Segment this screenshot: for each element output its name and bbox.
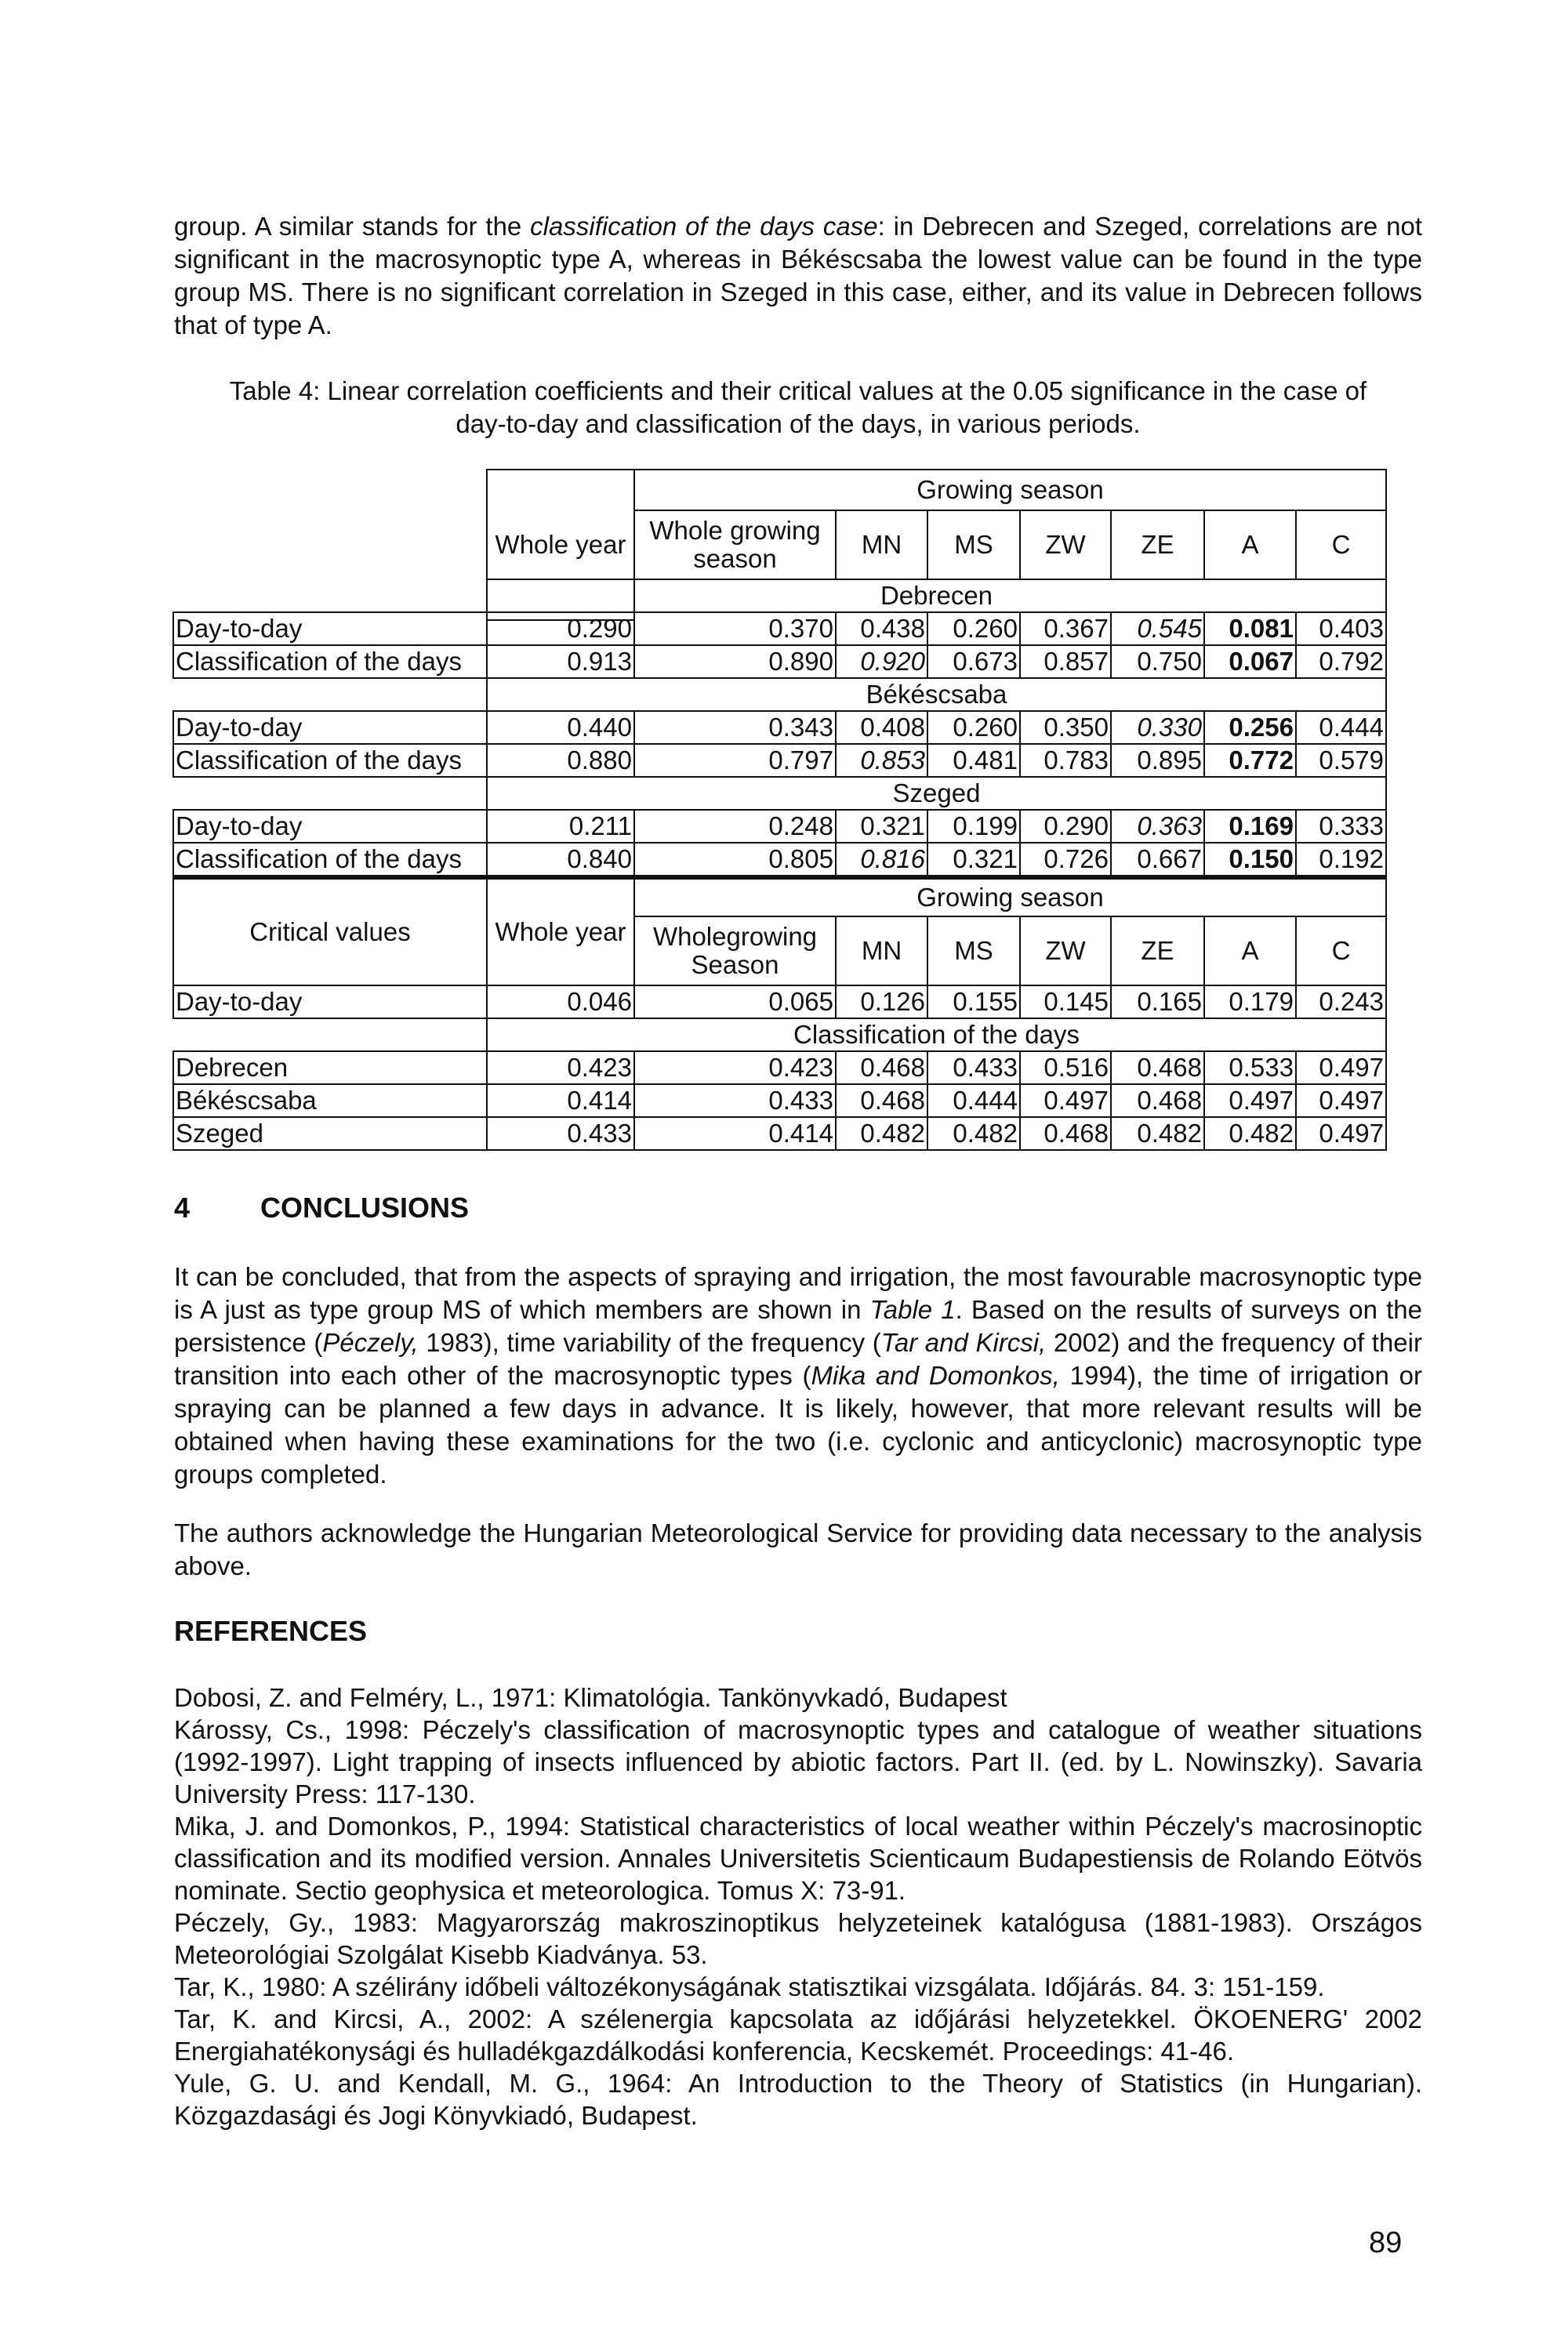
critical-whole-growing-season: Wholegrowing Season: [633, 916, 837, 986]
value-cell: 0.497: [1295, 1050, 1387, 1085]
value-cell: 0.414: [633, 1116, 837, 1151]
value-cell: 0.290: [1019, 809, 1112, 843]
value-cell: 0.256: [1203, 710, 1297, 745]
value-cell: 0.046: [486, 985, 635, 1019]
critical-type-c: C: [1295, 916, 1387, 986]
value-cell: 0.533: [1203, 1050, 1297, 1085]
citation-italic: Mika and Domonkos,: [811, 1361, 1060, 1390]
header-type-c: C: [1295, 510, 1387, 580]
citation-italic: Table 1: [869, 1295, 956, 1324]
classification-header: Classification of the days: [486, 1018, 1387, 1052]
acknowledgement-paragraph: The authors acknowledge the Hungarian Meteorological Service for providing data necessary to the analysis above.: [174, 1518, 1422, 1580]
row-label: Day-to-day: [172, 611, 488, 646]
page-number: 89: [1369, 2226, 1403, 2259]
value-cell: 0.497: [1295, 1083, 1387, 1118]
value-cell: 0.169: [1203, 809, 1297, 843]
value-cell: 0.165: [1110, 985, 1205, 1019]
reference-item: Tar, K. and Kircsi, A., 2002: A szélenergia kapcsolata az időjárási helyzetekkel. ÖKOENERG' 2002 Energiahatékonysági és hulladékgazdálkodási konferencia, Kecskemét. Proceedings: 41-46.: [174, 2004, 1422, 2066]
conclusions-paragraph: [174, 1261, 1422, 1491]
value-cell: 0.853: [835, 743, 928, 778]
value-cell: 0.290: [486, 611, 635, 646]
conclusion-text: . Based on the results of surveys on the persistence (: [174, 1295, 1423, 1357]
value-cell: 0.433: [633, 1083, 837, 1118]
header-type-ze: ZE: [1110, 510, 1205, 580]
row-label: Classification of the days: [172, 644, 488, 679]
value-cell: 0.067: [1203, 644, 1297, 679]
value-cell: 0.667: [1110, 842, 1205, 876]
header-whole-growing-season: Whole growing season: [633, 510, 837, 580]
conclusion-text: 2002) and the frequency of their transition into each other of the macrosynoptic types (: [174, 1328, 1422, 1390]
value-cell: 0.772: [1203, 743, 1297, 778]
value-cell: 0.408: [835, 710, 928, 745]
critical-values-title: Critical values: [172, 875, 488, 986]
value-cell: 0.211: [486, 809, 635, 843]
value-cell: 0.516: [1019, 1050, 1112, 1085]
value-cell: 0.363: [1110, 809, 1205, 843]
value-cell: 0.433: [486, 1116, 635, 1151]
section-number: 4: [174, 1192, 191, 1224]
critical-type-ze: ZE: [1110, 916, 1205, 986]
value-cell: 0.792: [1295, 644, 1387, 679]
value-cell: 0.468: [835, 1083, 928, 1118]
station-header: Szeged: [486, 776, 1387, 811]
value-cell: 0.468: [1019, 1116, 1112, 1151]
station-header: Debrecen: [486, 579, 1387, 613]
value-cell: 0.260: [927, 611, 1021, 646]
reference-item: Péczely, Gy., 1983: Magyarország makroszinoptikus helyzeteinek katalógusa (1881-1983). Országos Meteorológiai Szolgálat Kisebb Kiadványa. 53.: [174, 1908, 1422, 1969]
value-cell: 0.497: [1295, 1116, 1387, 1151]
header-type-ms: MS: [927, 510, 1021, 580]
value-cell: 0.913: [486, 644, 635, 679]
critical-growing-season: Growing season: [633, 875, 1387, 917]
value-cell: 0.840: [486, 842, 635, 876]
references-list: [174, 1682, 1422, 2131]
reference-item: Yule, G. U. and Kendall, M. G., 1964: An Introduction to the Theory of Statistics (in Hungarian). Közgazdasági és Jogi Könyvkiadó, Budapest.: [174, 2069, 1422, 2130]
value-cell: 0.333: [1295, 809, 1387, 843]
intro-text-1: group. A similar stands for the: [174, 212, 531, 241]
critical-type-zw: ZW: [1019, 916, 1112, 986]
value-cell: 0.343: [633, 710, 837, 745]
value-cell: 0.673: [927, 644, 1021, 679]
value-cell: 0.179: [1203, 985, 1297, 1019]
value-cell: 0.145: [1019, 985, 1112, 1019]
caption-line-2: day-to-day and classification of the days, in various periods.: [456, 409, 1141, 438]
value-cell: 0.403: [1295, 611, 1387, 646]
critical-type-ms: MS: [927, 916, 1021, 986]
header-type-a: A: [1203, 510, 1297, 580]
table-caption: [174, 375, 1422, 441]
section-title: CONCLUSIONS: [260, 1192, 470, 1224]
value-cell: 0.895: [1110, 743, 1205, 778]
value-cell: 0.370: [633, 611, 837, 646]
row-label: Day-to-day: [172, 710, 488, 745]
value-cell: 0.243: [1295, 985, 1387, 1019]
value-cell: 0.797: [633, 743, 837, 778]
reference-item: Dobosi, Z. and Felméry, L., 1971: Klimatológia. Tankönyvkadó, Budapest: [174, 1683, 1007, 1712]
value-cell: 0.497: [1203, 1083, 1297, 1118]
row-label: Day-to-day: [172, 985, 488, 1019]
row-label: Classification of the days: [172, 743, 488, 778]
header-type-mn: MN: [835, 510, 928, 580]
header-growing-season: Growing season: [633, 469, 1387, 511]
citation-italic: Tar and Kircsi,: [880, 1328, 1047, 1357]
value-cell: 0.126: [835, 985, 928, 1019]
references-heading: REFERENCES: [174, 1615, 368, 1647]
value-cell: 0.497: [1019, 1083, 1112, 1118]
header-whole-year: Whole year: [486, 469, 635, 621]
value-cell: 0.880: [486, 743, 635, 778]
value-cell: 0.444: [927, 1083, 1021, 1118]
value-cell: 0.321: [927, 842, 1021, 876]
value-cell: 0.433: [927, 1050, 1021, 1085]
value-cell: 0.857: [1019, 644, 1112, 679]
value-cell: 0.192: [1295, 842, 1387, 876]
conclusion-text: It can be concluded, that from the aspects of spraying and irrigation, the most favourable macrosynoptic type is A just as type group MS of which members are shown in: [174, 1262, 1422, 1324]
reference-item: Tar, K., 1980: A szélirány időbeli változékonyságának statisztikai vizsgálata. Időjárás. 84. 3: 151-159.: [174, 1972, 1325, 2001]
row-label: Classification of the days: [172, 842, 488, 876]
conclusions-heading: [174, 1192, 469, 1224]
value-cell: 0.065: [633, 985, 837, 1019]
value-cell: 0.260: [927, 710, 1021, 745]
value-cell: 0.482: [1203, 1116, 1297, 1151]
value-cell: 0.199: [927, 809, 1021, 843]
value-cell: 0.726: [1019, 842, 1112, 876]
value-cell: 0.350: [1019, 710, 1112, 745]
value-cell: 0.545: [1110, 611, 1205, 646]
value-cell: 0.155: [927, 985, 1021, 1019]
intro-text-2: : in Debrecen and Szeged, correlations are not significant in the macrosynoptic type A, whereas in Békéscsaba the lowest value can be found in the type group MS. There is no significant correlation in Szeged in this case, either, and its value in Debrecen follows that of type A.: [174, 212, 1423, 339]
value-cell: 0.816: [835, 842, 928, 876]
value-cell: 0.579: [1295, 743, 1387, 778]
intro-italic: classification of the days case: [530, 212, 878, 241]
value-cell: 0.423: [633, 1050, 837, 1085]
value-cell: 0.423: [486, 1050, 635, 1085]
critical-whole-year: Whole year: [486, 875, 635, 986]
value-cell: 0.438: [835, 611, 928, 646]
critical-type-a: A: [1203, 916, 1297, 986]
value-cell: 0.890: [633, 644, 837, 679]
value-cell: 0.150: [1203, 842, 1297, 876]
value-cell: 0.444: [1295, 710, 1387, 745]
value-cell: 0.468: [1110, 1083, 1205, 1118]
value-cell: 0.750: [1110, 644, 1205, 679]
conclusion-text: 1983), time variability of the frequency (: [418, 1328, 881, 1357]
value-cell: 0.248: [633, 809, 837, 843]
value-cell: 0.482: [1110, 1116, 1205, 1151]
conclusion-text: 1994), the time of irrigation or spraying can be planned a few days in advance. It is likely, however, that more relevant results will be obtained when having these examinations for the two (i.e. cyclonic and anticyclonic) macrosynoptic type groups completed.: [174, 1361, 1422, 1489]
value-cell: 0.330: [1110, 710, 1205, 745]
value-cell: 0.440: [486, 710, 635, 745]
intro-paragraph: [174, 210, 1422, 342]
critical-type-mn: MN: [835, 916, 928, 986]
value-cell: 0.468: [835, 1050, 928, 1085]
row-label: Debrecen: [172, 1050, 488, 1085]
reference-item: Károssy, Cs., 1998: Péczely's classification of macrosynoptic types and catalogue of weather situations (1992-1997). Light trapping of insects influenced by abiotic factors. Part II. (ed. by L. Nowinszky). Savaria University Press: 117-130.: [174, 1715, 1422, 1809]
station-header: Békéscsaba: [486, 677, 1387, 712]
value-cell: 0.321: [835, 809, 928, 843]
reference-item: Mika, J. and Domonkos, P., 1994: Statistical characteristics of local weather within Péczely's macrosinoptic classification and its modified version. Annales Universitetis Scienticaum Budapestiensis de Rolando Eötvös nominate. Sectio geophysica et meteorologica. Tomus X: 73-91.: [174, 1812, 1422, 1905]
value-cell: 0.920: [835, 644, 928, 679]
header-type-zw: ZW: [1019, 510, 1112, 580]
row-label: Szeged: [172, 1116, 488, 1151]
value-cell: 0.414: [486, 1083, 635, 1118]
caption-line-1: Table 4: Linear correlation coefficients and their critical values at the 0.05 significance in the case of: [229, 376, 1367, 405]
value-cell: 0.482: [835, 1116, 928, 1151]
row-label: Békéscsaba: [172, 1083, 488, 1118]
value-cell: 0.081: [1203, 611, 1297, 646]
value-cell: 0.482: [927, 1116, 1021, 1151]
citation-italic: Péczely,: [322, 1328, 419, 1357]
value-cell: 0.481: [927, 743, 1021, 778]
value-cell: 0.468: [1110, 1050, 1205, 1085]
value-cell: 0.783: [1019, 743, 1112, 778]
value-cell: 0.367: [1019, 611, 1112, 646]
value-cell: 0.805: [633, 842, 837, 876]
row-label: Day-to-day: [172, 809, 488, 843]
